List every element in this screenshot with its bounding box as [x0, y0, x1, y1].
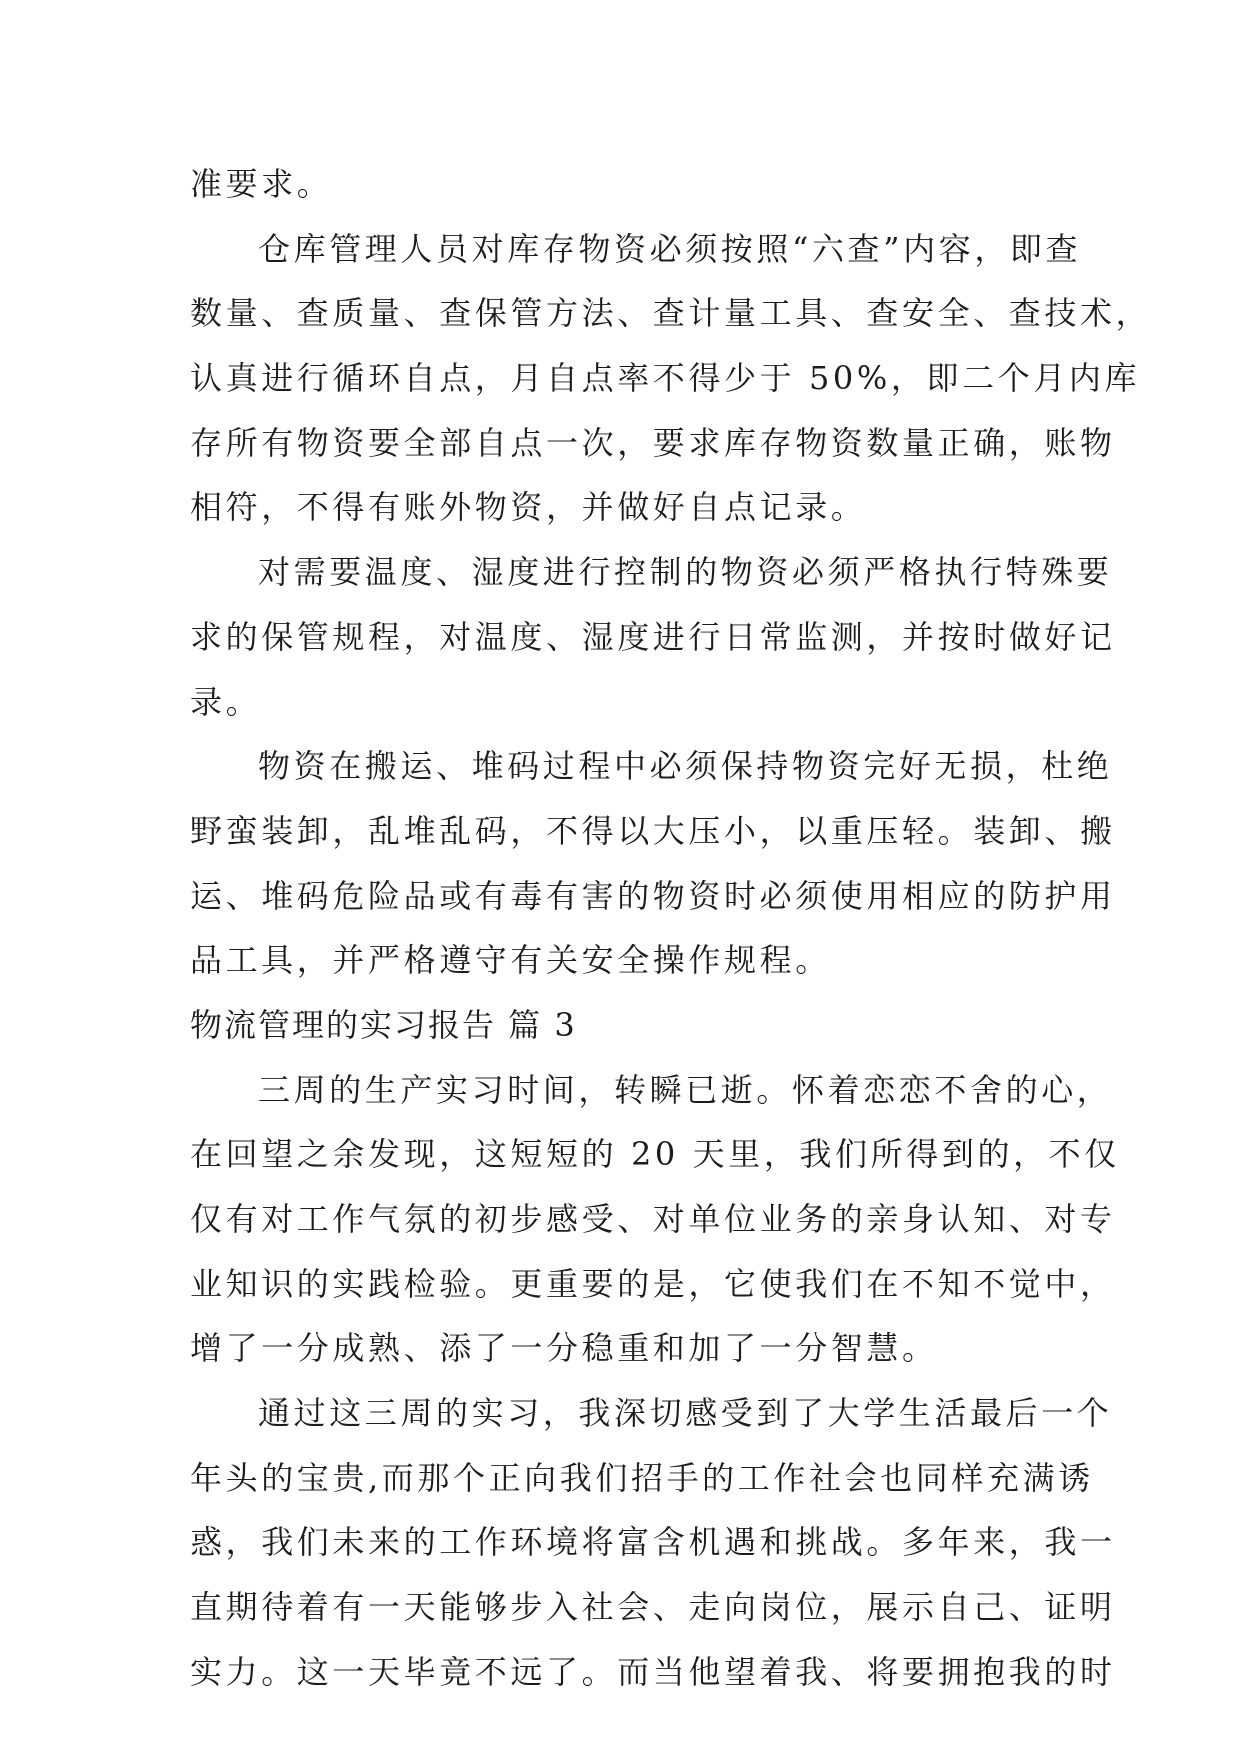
text-line: 录。 [190, 682, 262, 721]
text-line: 野蛮装卸，乱堆乱码，不得以大压小，以重压轻。装卸、搬 [190, 811, 1116, 850]
text-line: 运、堆码危险品或有毒有害的物资时必须使用相应的防护用 [190, 876, 1116, 915]
text-line: 惑，我们未来的工作环境将富含机遇和挑战。多年来，我一 [190, 1523, 1116, 1562]
text-line: 数量、查质量、查保管方法、查计量工具、查安全、查技术， [190, 294, 1152, 333]
document-body [190, 152, 1152, 1705]
text-line: 相符，不得有账外物资，并做好自点记录。 [190, 488, 867, 527]
text-line: 对需要温度、湿度进行控制的物资必须严格执行特殊要 [258, 553, 1113, 592]
text-line: 仓库管理人员对库存物资必须按照“六查”内容，即查 [258, 229, 1082, 268]
text-line: 品工具，并严格遵守有关安全操作规程。 [190, 941, 831, 980]
section-heading: 物流管理的实习报告 篇 3 [190, 1005, 577, 1044]
text-line: 年头的宝贵,而那个正向我们招手的工作社会也同样充满诱 [190, 1458, 1094, 1497]
text-line: 业知识的实践检验。更重要的是，它使我们在不知不觉中， [190, 1264, 1116, 1303]
text-line: 求的保管规程，对温度、湿度进行日常监测，并按时做好记 [190, 617, 1116, 656]
text-line: 物资在搬运、堆码过程中必须保持物资完好无损，杜绝 [258, 747, 1113, 786]
text-line: 增了一分成熟、添了一分稳重和加了一分智慧。 [190, 1329, 938, 1368]
text-line: 存所有物资要全部自点一次，要求库存物资数量正确，账物 [190, 423, 1116, 462]
text-line: 准要求。 [190, 165, 333, 203]
text-line: 在回望之余发现，这短短的 20 天里，我们所得到的，不仅 [190, 1135, 1120, 1174]
text-line: 三周的生产实习时间，转瞬已逝。怀着恋恋不舍的心， [258, 1070, 1113, 1109]
text-line: 仅有对工作气氛的初步感受、对单位业务的亲身认知、对专 [190, 1200, 1116, 1238]
text-line: 实力。这一天毕竟不远了。而当他望着我、将要拥抱我的时 [190, 1652, 1116, 1691]
text-line: 认真进行循环自点，月自点率不得少于 50%，即二个月内库 [190, 359, 1141, 398]
text-line: 直期待着有一天能够步入社会、走向岗位，展示自己、证明 [190, 1588, 1116, 1627]
text-line: 通过这三周的实习，我深切感受到了大学生活最后一个 [258, 1394, 1113, 1433]
